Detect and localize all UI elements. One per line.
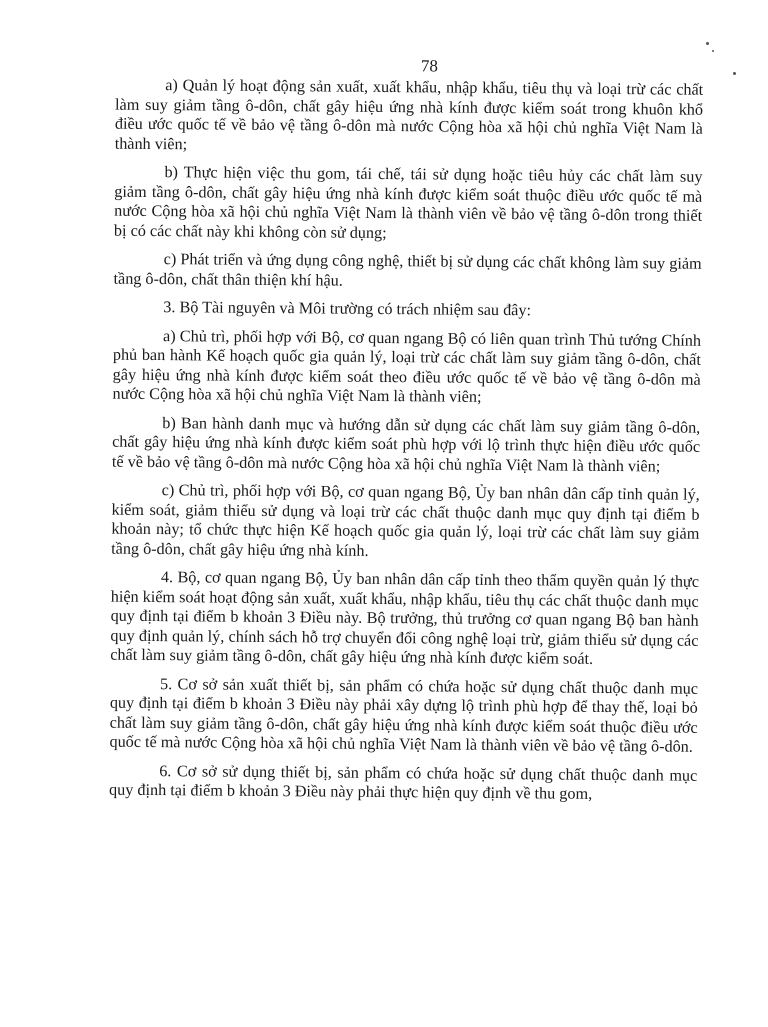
paragraph-6: 6. Cơ sở sử dụng thiết bị, sản phẩm có chứa hoặc sử dụng chất thuộc danh mục quy định tại điểm b khoản 3 Điều này phải thực hiện quy định về thu gom, bbox=[109, 761, 698, 803]
scan-speck bbox=[706, 42, 709, 45]
paragraph-2c: c) Phát triển và ứng dụng công nghệ, thiết bị sử dụng các chất không làm suy giảm tầng ô-dôn, chất thân thiện khí hậu. bbox=[113, 250, 702, 290]
scan-speck bbox=[712, 50, 714, 52]
paragraph-3c: c) Chủ trì, phối hợp với Bộ, cơ quan ngang Bộ, Ủy ban nhân dân cấp tỉnh quản lý, kiểm soát, giảm thiểu sử dụng và loại trừ các chất thuộc danh mục quy định tại điểm b khoản này; tổ chức thực hiện Kế hoạch quốc gia quản lý, loại trừ các chất làm suy giảm tầng ô-dôn, chất gây hiệu ứng nhà kính. bbox=[111, 481, 700, 560]
paragraph-2b: b) Thực hiện việc thu gom, tái chế, tái sử dụng hoặc tiêu hủy các chất làm suy giảm tầng ô-dôn, chất gây hiệu ứng nhà kính được kiểm soát thuộc điều ước quốc tế mà nước Cộng hòa xã hội chủ nghĩa Việt Nam là thành viên về bảo vệ tầng ô-dôn trong thiết bị có các chất này khi không còn sử dụng; bbox=[113, 163, 703, 242]
paragraph-3: 3. Bộ Tài nguyên và Môi trường có trách nhiệm sau đây: bbox=[163, 298, 532, 320]
scan-speck bbox=[733, 72, 736, 75]
paragraph-4: 4. Bộ, cơ quan ngang Bộ, Ủy ban nhân dân cấp tỉnh theo thẩm quyền quản lý thực hiện kiểm soát hoạt động sản xuất, xuất khẩu, nhập khẩu, tiêu thụ các chất thuộc danh mục quy định tại điểm b khoản 3 Điều này. Bộ trưởng, thủ trưởng cơ quan ngang Bộ ban hành quy định quản lý, chính sách hỗ trợ chuyển đổi công nghệ loại trừ, giảm thiểu sử dụng các chất làm suy giảm tầng ô-dôn, chất gây hiệu ứng nhà kính được kiểm soát. bbox=[110, 568, 700, 668]
page-number: 78 bbox=[420, 56, 439, 76]
paragraph-5: 5. Cơ sở sản xuất thiết bị, sản phẩm có chứa hoặc sử dụng chất thuộc danh mục quy định tại điểm b khoản 3 Điều này phải xây dựng lộ trình phù hợp để thay thế, loại bỏ chất làm suy giảm tầng ô-dôn, chất gây hiệu ứng nhà kính được kiểm soát thuộc điều ước quốc tế mà nước Cộng hòa xã hội chủ nghĩa Việt Nam là thành viên về bảo vệ tầng ô-dôn. bbox=[109, 674, 699, 756]
paragraph-2a: a) Quản lý hoạt động sản xuất, xuất khẩu, nhập khẩu, tiêu thụ và loại trừ các chất làm suy giảm tầng ô-dôn, chất gây hiệu ứng nhà kính được kiểm soát trong khuôn khổ điều ước quốc tế về bảo vệ tầng ô-dôn mà nước Cộng hòa xã hội chủ nghĩa Việt Nam là thành viên; bbox=[114, 76, 704, 153]
paragraph-3a: a) Chủ trì, phối hợp với Bộ, cơ quan ngang Bộ có liên quan trình Thủ tướng Chính phủ ban hành Kế hoạch quốc gia quản lý, loại trừ các chất làm suy giảm tầng ô-dôn, chất gây hiệu ứng nhà kính được kiểm soát theo điều ước quốc tế về bảo vệ tầng ô-dôn mà nước Cộng hòa xã hội chủ nghĩa Việt Nam là thành viên; bbox=[112, 326, 702, 406]
paragraph-3b: b) Ban hành danh mục và hướng dẫn sử dụng các chất làm suy giảm tầng ô-dôn, chất gây hiệu ứng nhà kính được kiểm soát phù hợp với lộ trình thực hiện điều ước quốc tế về bảo vệ tầng ô-dôn mà nước Cộng hòa xã hội chủ nghĩa Việt Nam là thành viên; bbox=[111, 413, 701, 475]
